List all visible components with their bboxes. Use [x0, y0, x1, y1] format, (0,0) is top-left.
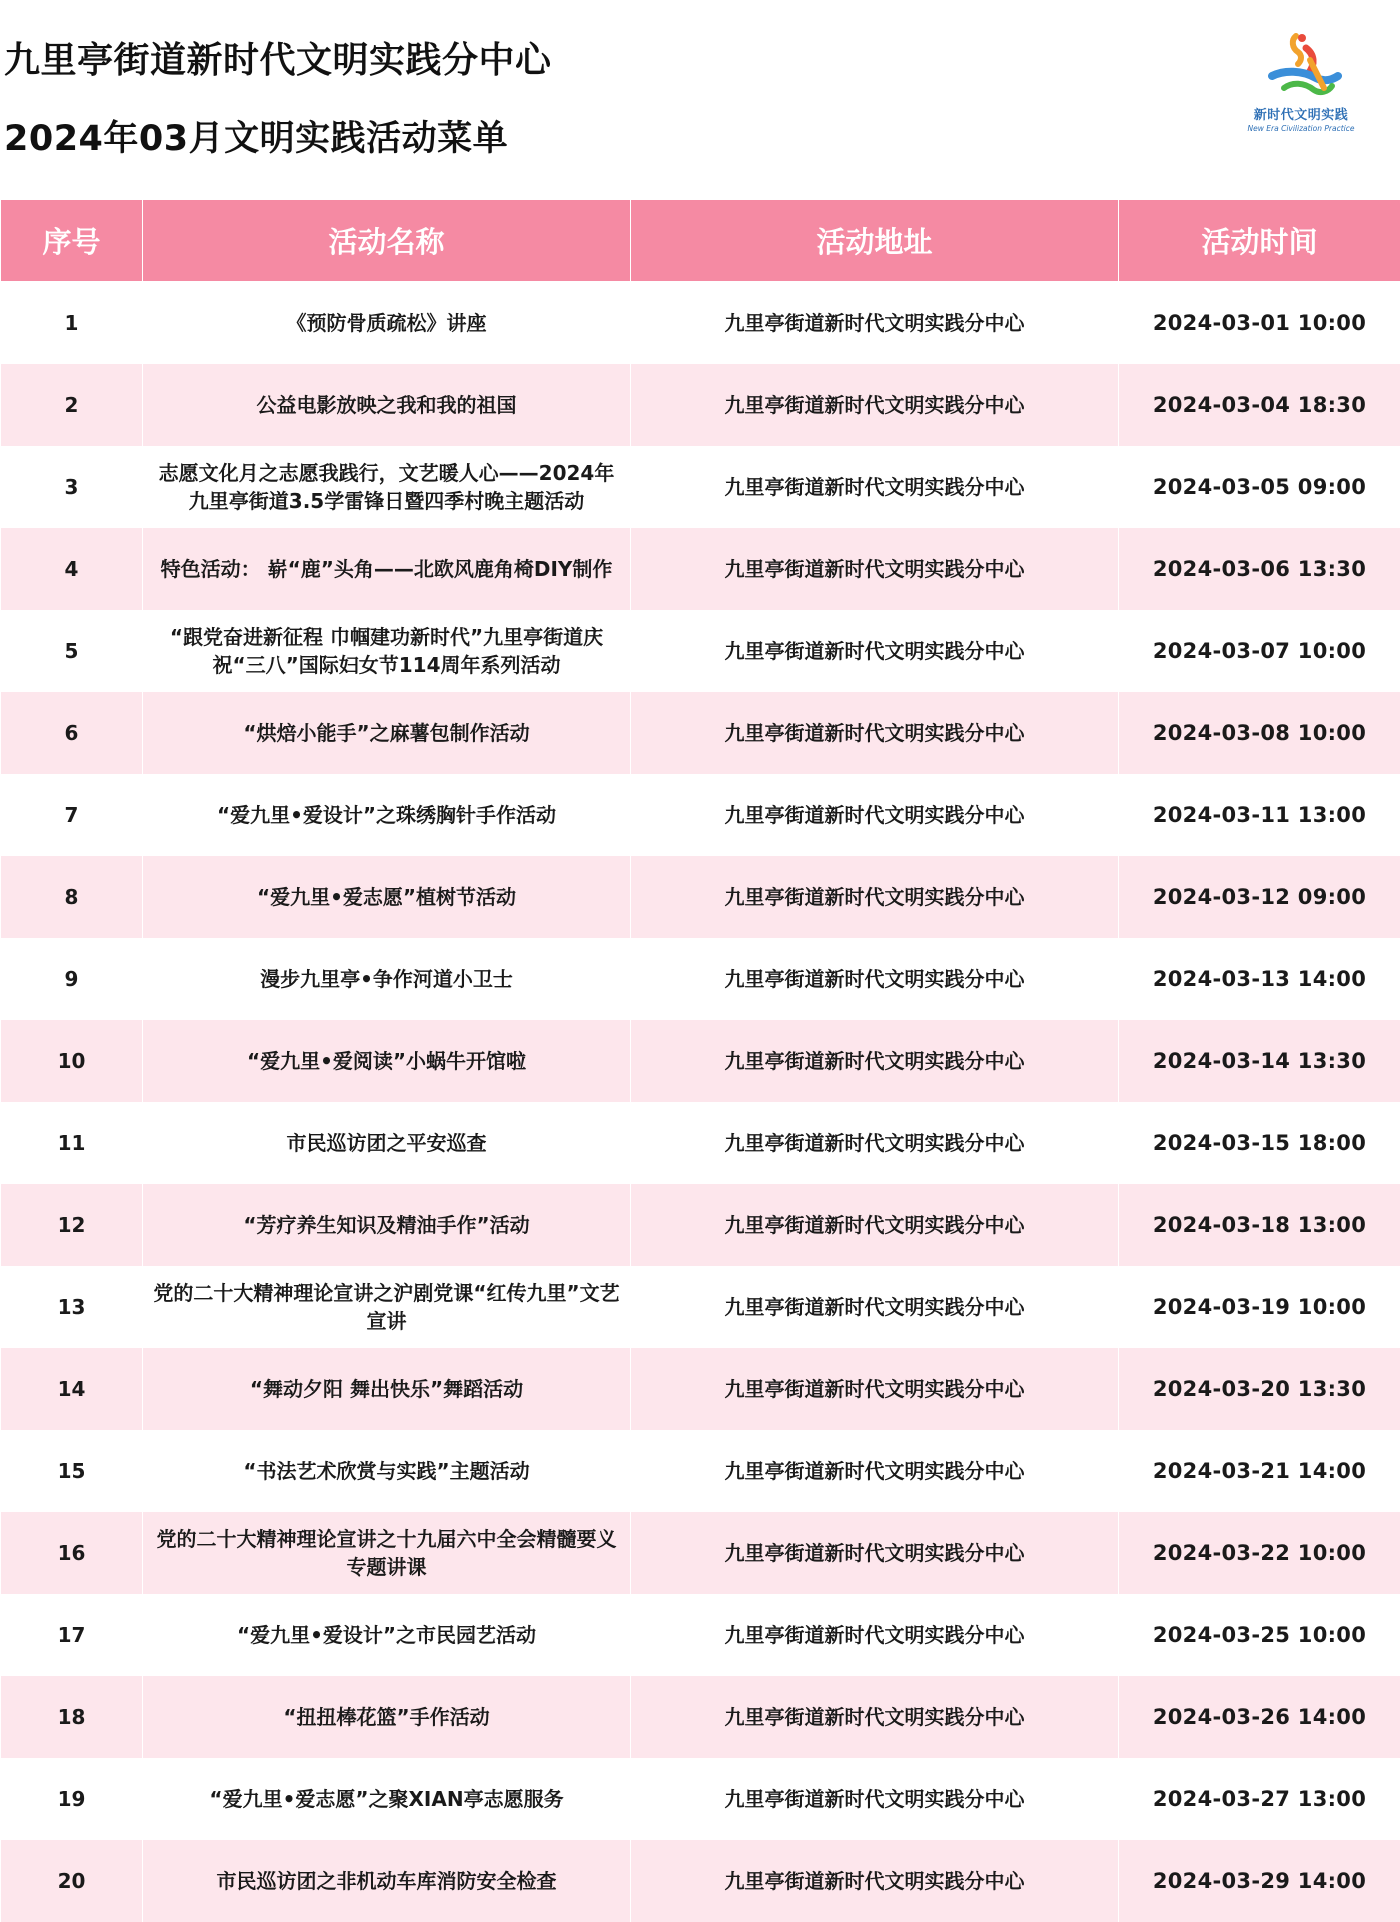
activity-time: 2024-03-06 13:30	[1119, 528, 1400, 610]
table-row	[1, 774, 1400, 856]
activity-time: 2024-03-11 13:00	[1119, 774, 1400, 856]
table-row	[1, 1594, 1400, 1676]
table-row	[1, 692, 1400, 774]
activity-name: “爱九里•爱设计”之市民园艺活动	[143, 1594, 631, 1676]
row-number: 14	[1, 1348, 143, 1430]
activity-name: “舞动夕阳 舞出快乐”舞蹈活动	[143, 1348, 631, 1430]
activity-time: 2024-03-26 14:00	[1119, 1676, 1400, 1758]
table-row	[1, 1184, 1400, 1266]
activity-place: 九里亭街道新时代文明实践分中心	[631, 528, 1119, 610]
activity-place: 九里亭街道新时代文明实践分中心	[631, 1430, 1119, 1512]
page-subtitle: 2024年03月文明实践活动菜单	[4, 113, 508, 165]
activity-name: “爱九里•爱阅读”小蜗牛开馆啦	[143, 1020, 631, 1102]
activity-name: 市民巡访团之平安巡查	[143, 1102, 631, 1184]
activity-time: 2024-03-07 10:00	[1119, 610, 1400, 692]
activity-place: 九里亭街道新时代文明实践分中心	[631, 1348, 1119, 1430]
activity-place: 九里亭街道新时代文明实践分中心	[631, 610, 1119, 692]
table-row	[1, 938, 1400, 1020]
activity-place: 九里亭街道新时代文明实践分中心	[631, 1102, 1119, 1184]
activity-name: “芳疗养生知识及精油手作”活动	[143, 1184, 631, 1266]
activity-time: 2024-03-18 13:00	[1119, 1184, 1400, 1266]
logo-emblem-icon	[1258, 30, 1344, 106]
activity-time: 2024-03-15 18:00	[1119, 1102, 1400, 1184]
activity-place: 九里亭街道新时代文明实践分中心	[631, 1840, 1119, 1922]
activity-place: 九里亭街道新时代文明实践分中心	[631, 774, 1119, 856]
logo-title: 新时代文明实践	[1236, 108, 1366, 124]
table-row	[1, 282, 1400, 364]
row-number: 3	[1, 446, 143, 528]
activity-place: 九里亭街道新时代文明实践分中心	[631, 1512, 1119, 1594]
row-number: 16	[1, 1512, 143, 1594]
column-header-name: 活动名称	[143, 200, 631, 282]
activity-place: 九里亭街道新时代文明实践分中心	[631, 1758, 1119, 1840]
activity-name: 公益电影放映之我和我的祖国	[143, 364, 631, 446]
table-row	[1, 1348, 1400, 1430]
activity-place: 九里亭街道新时代文明实践分中心	[631, 282, 1119, 364]
activity-time: 2024-03-25 10:00	[1119, 1594, 1400, 1676]
row-number: 2	[1, 364, 143, 446]
activity-place: 九里亭街道新时代文明实践分中心	[631, 1594, 1119, 1676]
column-header-time: 活动时间	[1119, 200, 1400, 282]
page-title: 九里亭街道新时代文明实践分中心	[4, 34, 552, 88]
activity-place: 九里亭街道新时代文明实践分中心	[631, 856, 1119, 938]
activity-time: 2024-03-05 09:00	[1119, 446, 1400, 528]
table-row	[1, 1676, 1400, 1758]
activity-time: 2024-03-04 18:30	[1119, 364, 1400, 446]
activity-time: 2024-03-21 14:00	[1119, 1430, 1400, 1512]
table-row	[1, 1840, 1400, 1922]
activity-name: 漫步九里亭•争作河道小卫士	[143, 938, 631, 1020]
activity-name: 党的二十大精神理论宣讲之沪剧党课“红传九里”文艺宣讲	[143, 1266, 631, 1348]
row-number: 5	[1, 610, 143, 692]
activity-table	[0, 199, 1400, 1922]
activity-name: 志愿文化月之志愿我践行，文艺暖人心——2024年九里亭街道3.5学雷锋日暨四季村晚主题活动	[143, 446, 631, 528]
activity-time: 2024-03-14 13:30	[1119, 1020, 1400, 1102]
table-body	[1, 282, 1400, 1922]
activity-time: 2024-03-19 10:00	[1119, 1266, 1400, 1348]
activity-time: 2024-03-08 10:00	[1119, 692, 1400, 774]
table-row	[1, 1758, 1400, 1840]
column-header-no: 序号	[1, 200, 143, 282]
table-row	[1, 446, 1400, 528]
row-number: 18	[1, 1676, 143, 1758]
table-row	[1, 856, 1400, 938]
row-number: 7	[1, 774, 143, 856]
logo-subtitle: New Era Civilization Practice	[1236, 124, 1366, 134]
row-number: 10	[1, 1020, 143, 1102]
activity-name: “烘焙小能手”之麻薯包制作活动	[143, 692, 631, 774]
activity-place: 九里亭街道新时代文明实践分中心	[631, 364, 1119, 446]
activity-name: “扭扭棒花篮”手作活动	[143, 1676, 631, 1758]
table-row	[1, 1512, 1400, 1594]
activity-time: 2024-03-29 14:00	[1119, 1840, 1400, 1922]
activity-time: 2024-03-22 10:00	[1119, 1512, 1400, 1594]
activity-name: 党的二十大精神理论宣讲之十九届六中全会精髓要义专题讲课	[143, 1512, 631, 1594]
activity-name: “爱九里•爱设计”之珠绣胸针手作活动	[143, 774, 631, 856]
activity-place: 九里亭街道新时代文明实践分中心	[631, 1184, 1119, 1266]
activity-time: 2024-03-13 14:00	[1119, 938, 1400, 1020]
table-row	[1, 1430, 1400, 1512]
activity-place: 九里亭街道新时代文明实践分中心	[631, 1676, 1119, 1758]
row-number: 19	[1, 1758, 143, 1840]
activity-place: 九里亭街道新时代文明实践分中心	[631, 938, 1119, 1020]
row-number: 13	[1, 1266, 143, 1348]
activity-time: 2024-03-20 13:30	[1119, 1348, 1400, 1430]
table-row	[1, 1020, 1400, 1102]
row-number: 4	[1, 528, 143, 610]
row-number: 12	[1, 1184, 143, 1266]
activity-name: “书法艺术欣赏与实践”主题活动	[143, 1430, 631, 1512]
row-number: 20	[1, 1840, 143, 1922]
activity-time: 2024-03-27 13:00	[1119, 1758, 1400, 1840]
row-number: 1	[1, 282, 143, 364]
row-number: 17	[1, 1594, 143, 1676]
row-number: 8	[1, 856, 143, 938]
row-number: 6	[1, 692, 143, 774]
activity-name: “爱九里•爱志愿”植树节活动	[143, 856, 631, 938]
table-row	[1, 610, 1400, 692]
table-row	[1, 1266, 1400, 1348]
row-number: 9	[1, 938, 143, 1020]
table-row	[1, 1102, 1400, 1184]
civilization-practice-logo	[1236, 30, 1366, 148]
activity-name: 《预防骨质疏松》讲座	[143, 282, 631, 364]
row-number: 11	[1, 1102, 143, 1184]
table-header-row	[1, 200, 1400, 282]
activity-name: 特色活动： 崭“鹿”头角——北欧风鹿角椅DIY制作	[143, 528, 631, 610]
activity-time: 2024-03-12 09:00	[1119, 856, 1400, 938]
activity-place: 九里亭街道新时代文明实践分中心	[631, 446, 1119, 528]
activity-place: 九里亭街道新时代文明实践分中心	[631, 1020, 1119, 1102]
column-header-place: 活动地址	[631, 200, 1119, 282]
activity-name: “跟党奋进新征程 巾帼建功新时代”九里亭街道庆祝“三八”国际妇女节114周年系列活动	[143, 610, 631, 692]
activity-time: 2024-03-01 10:00	[1119, 282, 1400, 364]
table-row	[1, 528, 1400, 610]
activity-name: 市民巡访团之非机动车库消防安全检查	[143, 1840, 631, 1922]
row-number: 15	[1, 1430, 143, 1512]
activity-place: 九里亭街道新时代文明实践分中心	[631, 1266, 1119, 1348]
table-row	[1, 364, 1400, 446]
activity-place: 九里亭街道新时代文明实践分中心	[631, 692, 1119, 774]
activity-name: “爱九里•爱志愿”之聚XIAN亭志愿服务	[143, 1758, 631, 1840]
